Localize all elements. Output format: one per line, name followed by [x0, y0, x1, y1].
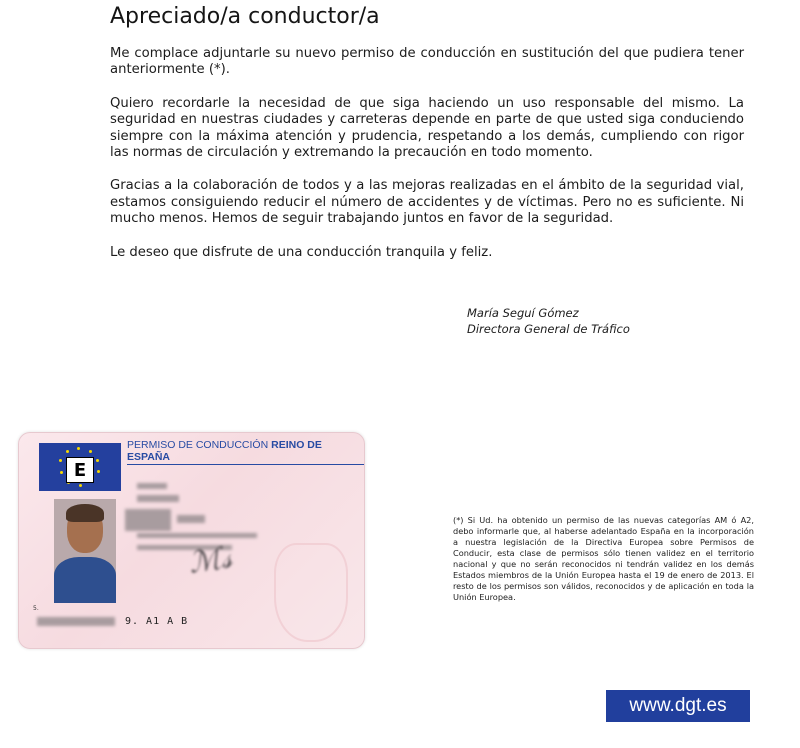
- paragraph-4: Le deseo que disfrute de una conducción tranquila y feliz.: [110, 244, 493, 260]
- eu-flag-icon: [39, 443, 121, 491]
- paragraph-1: Me complace adjuntarle su nuevo permiso de conducción en sustitución del que pudiera tener anteriormente (*).: [110, 46, 744, 78]
- signature-name: María Seguí Gómez: [467, 306, 579, 320]
- letter-body: [110, 46, 744, 278]
- footnote: (*) Si Ud. ha obtenido un permiso de las nuevas categorías AM ó A2, debo informarle que, al haberse adelantado España en la incorporación a nuestra legislación de la Directiva Europea sobre Permisos de Conducir, esta clase de permisos sólo tienen validez en el territorio nacional y que no serán reconocidos ni tendrán validez en los demás Estados miembros de la Unión Europea hasta el 19 de enero de 2013. El resto de los permisos son válidos, reconocidos y de aplicación en toda la Unión Europea.: [453, 515, 754, 602]
- paragraph-3: Gracias a la colaboración de todos y a las mejoras realizadas en el ámbito de la seguridad vial, estamos consiguiendo reducir el número de accidentes y de víctimas. Pero no es suficiente. Ni mucho menos. Hemos de seguir trabajando juntos en favor de la seguridad.: [110, 178, 744, 227]
- paragraph-2: Quiero recordarle la necesidad de que siga haciendo un uso responsable del mismo. La seguridad en nuestras ciudades y carreteras depende en parte de que usted siga conduciendo siempre con la máxima atención y prudencia, respetando a los demás, cumpliendo con rigor las normas de circulación y extremando la precaución en todo momento.: [110, 95, 744, 161]
- card-field-five: 5.: [33, 605, 39, 612]
- card-title: [127, 439, 364, 465]
- website-banner[interactable]: www.dgt.es: [606, 690, 750, 722]
- card-title-prefix: PERMISO DE CONDUCCIÓN: [127, 439, 269, 451]
- holder-photo: [54, 499, 116, 603]
- signature-block: [467, 305, 630, 337]
- driving-licence-card: [18, 432, 365, 649]
- letter-heading: Apreciado/a conductor/a: [110, 4, 380, 29]
- coat-of-arms-icon: [274, 543, 348, 642]
- card-title-country: REINO DE ESPAÑA: [127, 439, 322, 463]
- signature-title: Directora General de Tráfico: [467, 322, 630, 336]
- card-categories: 9. A1 A B: [125, 616, 189, 627]
- country-letter: E: [66, 457, 94, 483]
- holder-signature-icon: ℳ𝓈: [186, 540, 235, 581]
